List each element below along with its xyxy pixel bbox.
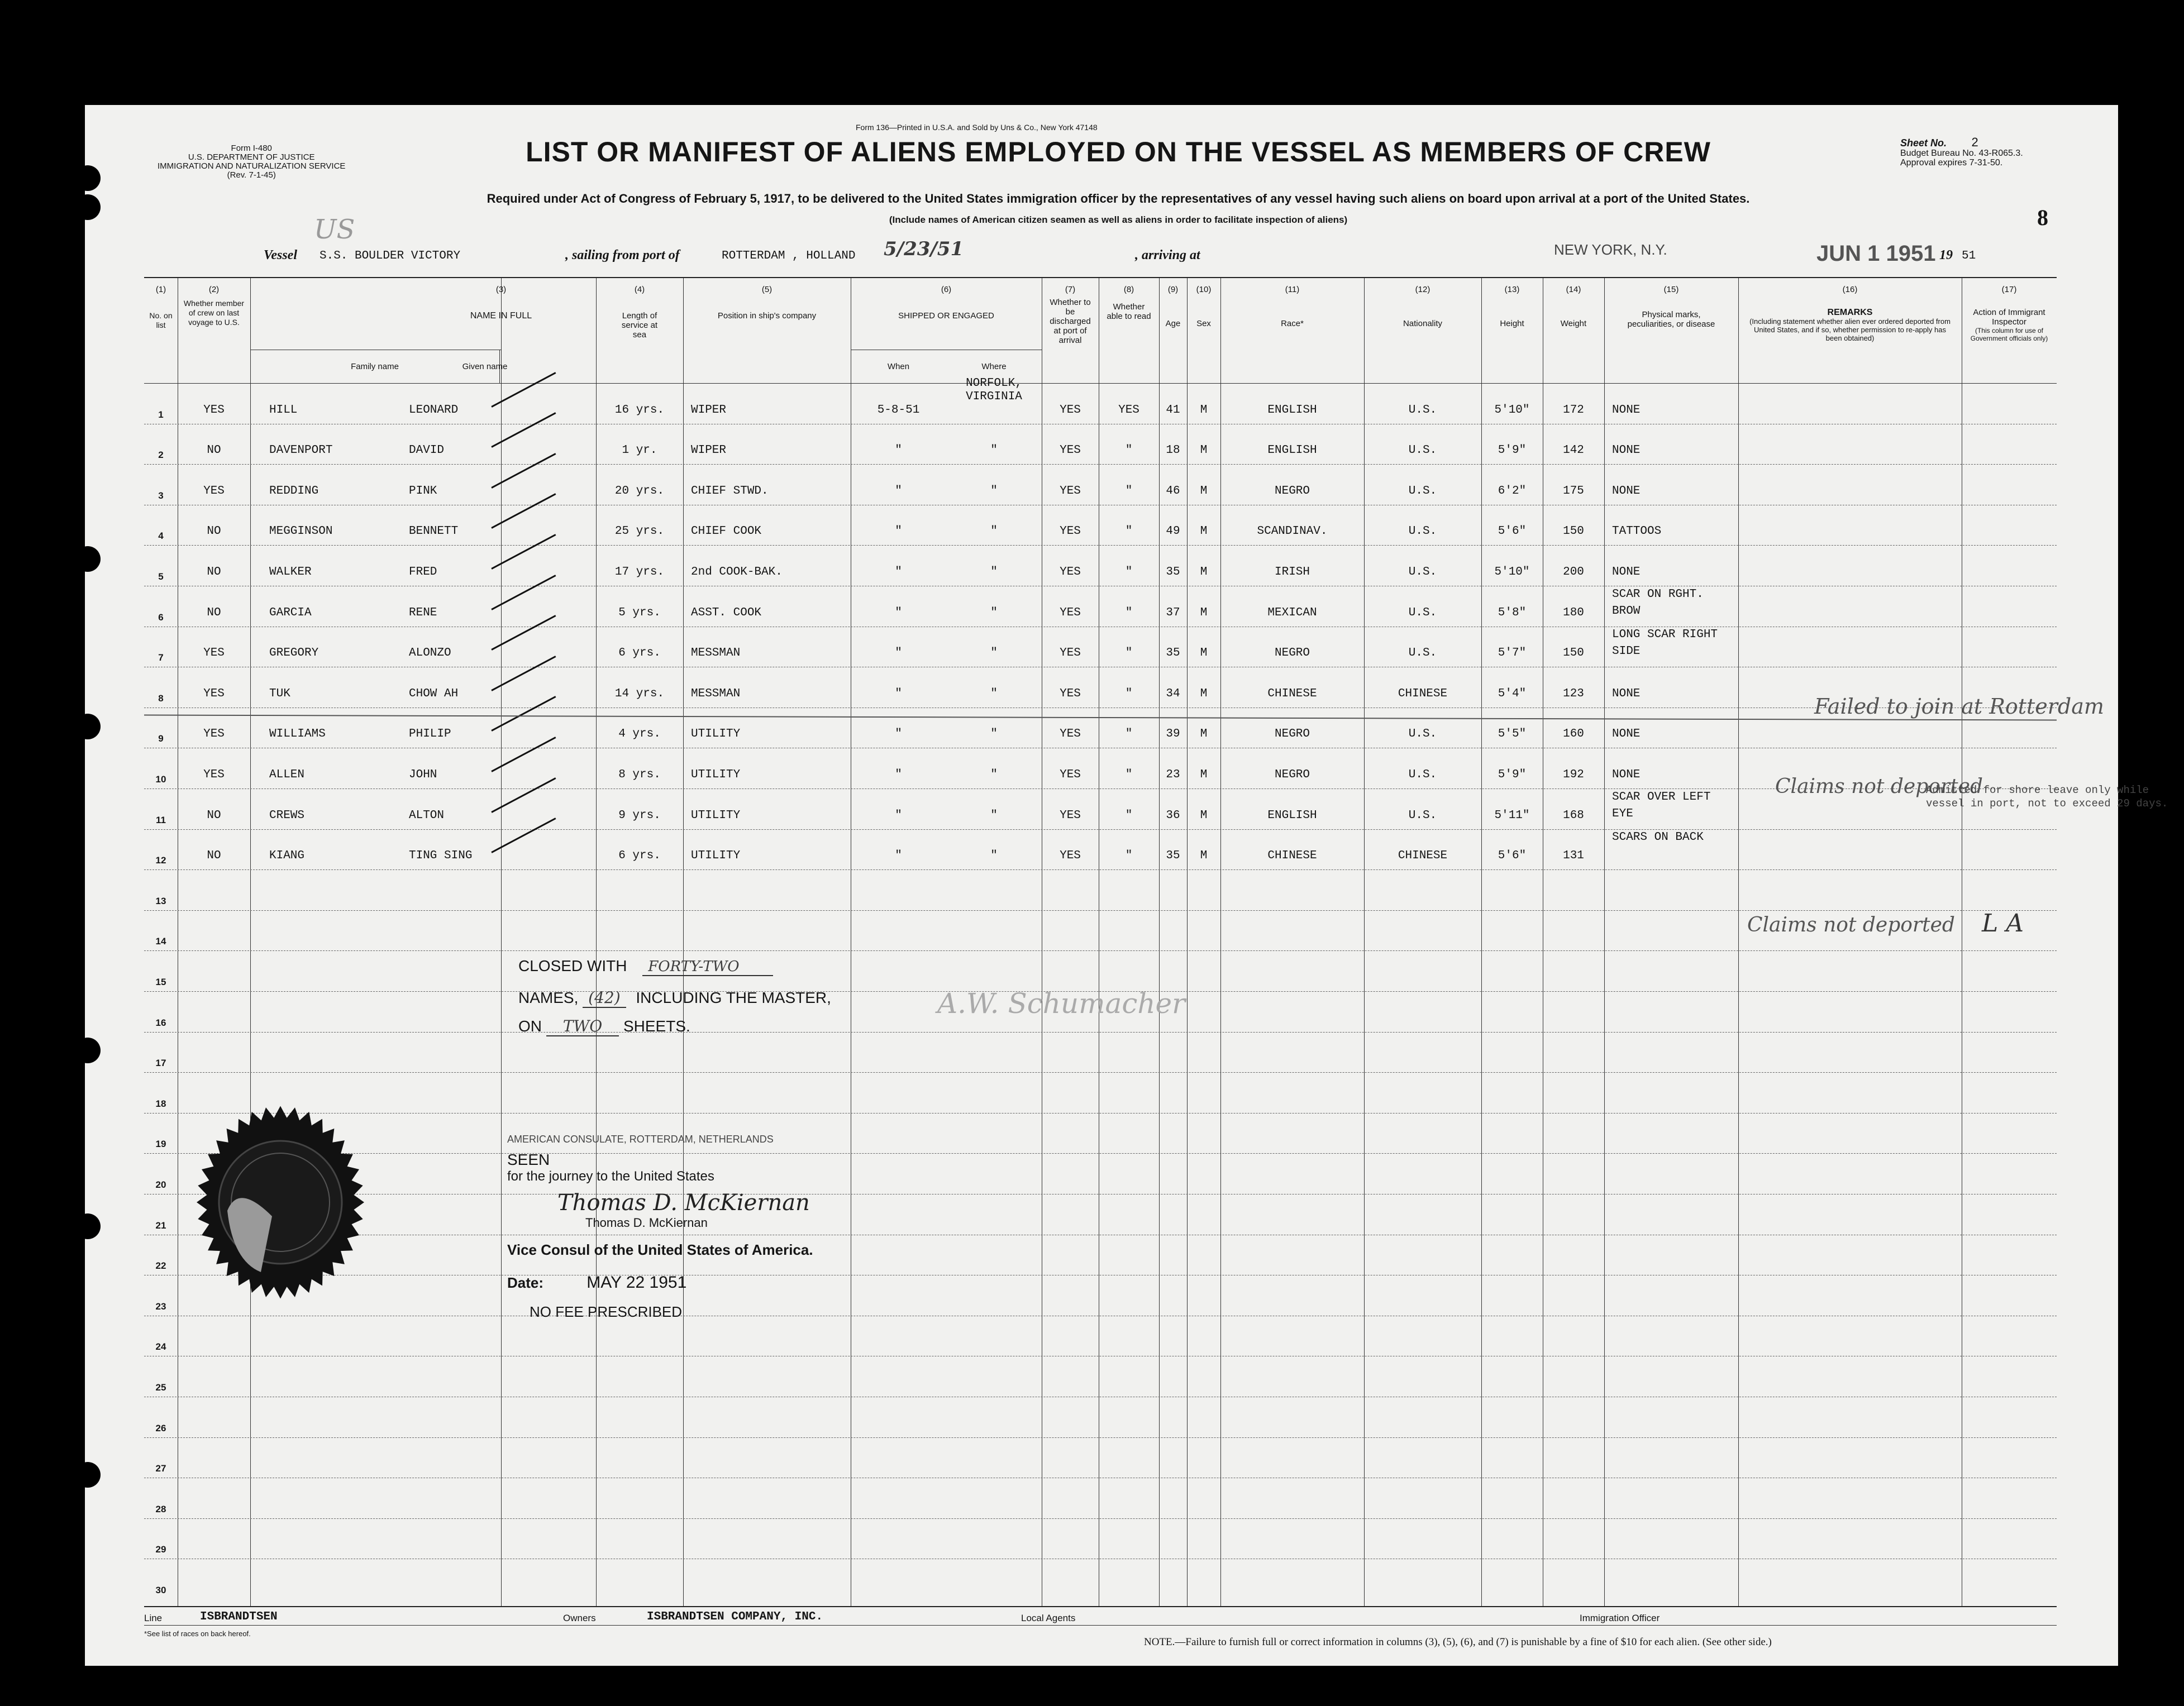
row-number: 7	[158, 652, 164, 663]
col-header-12: (12) Nationality	[1403, 285, 1443, 328]
crew-nationality: CHINESE	[1398, 687, 1448, 700]
crew-nationality: U.S.	[1408, 768, 1437, 781]
crew-marks: NONE	[1612, 484, 1641, 498]
crew-where: "	[990, 444, 998, 457]
crew-read: "	[1125, 809, 1133, 822]
crew-last: NO	[207, 566, 221, 579]
crew-read: "	[1125, 566, 1133, 579]
consular-seal	[194, 1105, 367, 1306]
crew-family: TUK	[269, 687, 290, 700]
crew-service: 14 yrs.	[614, 687, 665, 700]
crew-service: 9 yrs.	[618, 809, 661, 822]
crew-weight: 180	[1563, 606, 1584, 619]
crew-marks: SCARS ON BACK	[1612, 831, 1704, 844]
crew-sex: M	[1200, 444, 1208, 457]
punch-hole	[75, 1462, 101, 1488]
crew-marks: LONG SCAR RIGHT SIDE	[1612, 628, 1718, 658]
crew-marks: NONE	[1612, 728, 1641, 741]
punch-hole	[75, 165, 101, 191]
row-number: 11	[156, 814, 166, 825]
year-value: 51	[1962, 250, 1976, 262]
crew-height: 6'2"	[1498, 484, 1527, 498]
punch-hole	[75, 1213, 101, 1239]
crew-age: 49	[1166, 525, 1180, 538]
crew-weight: 150	[1563, 647, 1584, 660]
crew-given: TING SING	[409, 849, 473, 863]
crew-nationality: U.S.	[1408, 809, 1437, 822]
row-number: 16	[155, 1017, 166, 1028]
crew-family: GREGORY	[269, 647, 319, 660]
closing-statement: CLOSED WITH FORTY-TWO NAMES, (42) INCLUDING THE MASTER, ON TWO SHEETS.	[518, 957, 831, 1035]
crew-position: ASST. COOK	[691, 606, 762, 619]
strike-through-line	[144, 715, 2057, 721]
crew-service: 16 yrs.	[614, 403, 665, 417]
crew-service: 17 yrs.	[614, 566, 665, 579]
crew-nationality: U.S.	[1408, 444, 1437, 457]
crew-discharged: YES	[1060, 647, 1081, 660]
row-number: 18	[155, 1098, 166, 1109]
vessel-label: Vessel	[264, 248, 297, 262]
row-number: 8	[158, 692, 164, 704]
crew-where: "	[990, 647, 998, 660]
crew-last: YES	[203, 728, 225, 741]
row-number: 22	[155, 1260, 166, 1272]
row-number: 4	[158, 531, 164, 542]
crew-family: MEGGINSON	[269, 525, 333, 538]
col-header-5: (5) Position in ship's company	[717, 285, 817, 321]
crew-position: CHIEF COOK	[691, 525, 762, 538]
crew-discharged: YES	[1060, 849, 1081, 863]
crew-sex: M	[1200, 566, 1208, 579]
col-sub-given: Given name	[462, 362, 508, 371]
col-header-4: (4) Length of service at sea	[621, 285, 658, 340]
crew-discharged: YES	[1060, 687, 1081, 700]
crew-marks: NONE	[1612, 687, 1641, 700]
crew-weight: 168	[1563, 809, 1584, 822]
crew-family: ALLEN	[269, 768, 305, 781]
printer-line: Form 136—Printed in U.S.A. and Sold by Uns & Co., New York 47148	[856, 123, 1098, 132]
col-header-15: (15) Physical marks, peculiarities, or disease	[1627, 285, 1715, 329]
crew-race: IRISH	[1274, 566, 1310, 579]
arrival-date-stamp: JUN 1 1951	[1816, 241, 1936, 266]
crew-marks: NONE	[1612, 403, 1641, 417]
crew-race: SCANDINAV.	[1257, 525, 1328, 538]
crew-weight: 200	[1563, 566, 1584, 579]
remark-row-6: Failed to join at Rotterdam	[1814, 694, 2104, 719]
sailing-label: , sailing from port of	[565, 248, 680, 262]
crew-discharged: YES	[1060, 606, 1081, 619]
col-header-3: (3) NAME IN FULL	[470, 285, 532, 321]
crew-where: "	[990, 525, 998, 538]
crew-when: "	[895, 728, 902, 741]
row-number: 14	[155, 936, 166, 947]
departure-port: ROTTERDAM , HOLLAND	[722, 250, 856, 262]
crew-race: CHINESE	[1267, 687, 1317, 700]
crew-last: NO	[207, 809, 221, 822]
crew-height: 5'6"	[1498, 525, 1527, 538]
crew-discharged: YES	[1060, 403, 1081, 417]
row-divider	[144, 910, 2057, 911]
manifest-page	[85, 105, 2168, 1666]
crew-when: "	[895, 849, 902, 863]
arrival-port: NEW YORK, N.Y.	[1554, 241, 1667, 258]
crew-sex: M	[1200, 525, 1208, 538]
crew-read: "	[1125, 647, 1133, 660]
crew-where: "	[990, 566, 998, 579]
crew-age: 35	[1166, 647, 1180, 660]
row-divider	[144, 1437, 2057, 1438]
crew-weight: 142	[1563, 444, 1584, 457]
crew-race: NEGRO	[1274, 484, 1310, 498]
row-number: 5	[158, 571, 164, 582]
crew-marks: SCAR ON RGHT. BROW	[1612, 587, 1704, 618]
sheet-info: Sheet No. 2 Budget Bureau No. 43-R065.3. Approval expires 7-31-50.	[1900, 135, 2023, 168]
crew-nationality: U.S.	[1408, 606, 1437, 619]
crew-position: CHIEF STWD.	[691, 484, 769, 498]
crew-nationality: U.S.	[1408, 525, 1437, 538]
crew-age: 23	[1166, 768, 1180, 781]
crew-given: BENNETT	[409, 525, 459, 538]
crew-where: "	[990, 809, 998, 822]
col-header-8: (8) Whether able to read	[1107, 285, 1151, 321]
crew-race: ENGLISH	[1267, 444, 1317, 457]
crew-race: NEGRO	[1274, 647, 1310, 660]
crew-given: PHILIP	[409, 728, 451, 741]
crew-sex: M	[1200, 809, 1208, 822]
crew-last: YES	[203, 484, 225, 498]
crew-where: "	[990, 849, 998, 863]
crew-height: 5'8"	[1498, 606, 1527, 619]
row-divider	[144, 950, 2057, 951]
crew-sex: M	[1200, 687, 1208, 700]
crew-sex: M	[1200, 606, 1208, 619]
punch-hole	[75, 546, 101, 572]
crew-discharged: YES	[1060, 444, 1081, 457]
row-number: 28	[155, 1503, 166, 1514]
crew-sex: M	[1200, 647, 1208, 660]
crew-height: 5'4"	[1498, 687, 1527, 700]
col-sub-where: Where	[981, 362, 1007, 371]
crew-given: JOHN	[409, 768, 437, 781]
col-header-16: (16) REMARKS (Including statement whether alien ever ordered deported from United States, and if so, whether permission to re-apply has been obtained)	[1749, 285, 1951, 342]
punch-hole	[75, 1038, 101, 1063]
row-number: 10	[155, 774, 166, 785]
remark-row-8: Claims not deported	[1775, 775, 1983, 798]
row-number: 23	[155, 1301, 166, 1312]
crew-height: 5'11"	[1494, 809, 1530, 822]
row-divider	[144, 1072, 2057, 1073]
crew-when: "	[895, 525, 902, 538]
crew-sex: M	[1200, 849, 1208, 863]
row-number: 24	[155, 1341, 166, 1353]
crew-height: 5'10"	[1494, 403, 1530, 417]
crew-marks: SCAR OVER LEFT EYE	[1612, 790, 1711, 820]
row-number: 2	[158, 450, 164, 461]
crew-when: "	[895, 809, 902, 822]
action-row-8: Admitted for shore leave only while vessel in port, not to exceed 29 days.	[1926, 784, 2168, 810]
crew-position: UTILITY	[691, 728, 741, 741]
crew-age: 36	[1166, 809, 1180, 822]
crew-marks: TATTOOS	[1612, 525, 1662, 538]
crew-position: 2nd COOK-BAK.	[691, 566, 783, 579]
crew-family: WALKER	[269, 566, 312, 579]
crew-discharged: YES	[1060, 525, 1081, 538]
crew-read: "	[1125, 444, 1133, 457]
row-number: 1	[158, 409, 164, 420]
crew-age: 18	[1166, 444, 1180, 457]
row-number: 19	[155, 1139, 166, 1150]
crew-service: 25 yrs.	[614, 525, 665, 538]
crew-height: 5'9"	[1498, 444, 1527, 457]
crew-race: NEGRO	[1274, 728, 1310, 741]
crew-last: NO	[207, 444, 221, 457]
crew-service: 5 yrs.	[618, 606, 661, 619]
crew-when: "	[895, 444, 902, 457]
crew-given: PINK	[409, 484, 437, 498]
crew-sex: M	[1200, 484, 1208, 498]
action-row-12: L A	[1982, 909, 2024, 938]
crew-given: RENE	[409, 606, 437, 619]
crew-read: "	[1125, 849, 1133, 863]
col-header-14: (14) Weight	[1560, 285, 1587, 328]
crew-age: 37	[1166, 606, 1180, 619]
crew-last: YES	[203, 403, 225, 417]
consulate-endorsement: AMERICAN CONSULATE, ROTTERDAM, NETHERLANDS SEEN for the journey to the United States Thomas D. McKiernan Thomas D. McKiernan Vice Consul of the United States of America. Date: MAY 22 1951 NO FEE PRESCRIBED	[507, 1134, 813, 1320]
crew-sex: M	[1200, 768, 1208, 781]
row-divider	[144, 1113, 2057, 1114]
crew-position: UTILITY	[691, 768, 741, 781]
crew-height: 5'9"	[1498, 768, 1527, 781]
row-number: 26	[155, 1422, 166, 1433]
crew-given: CHOW AH	[409, 687, 459, 700]
col-header-1: (1) No. on list	[149, 285, 173, 329]
crew-read: YES	[1118, 403, 1139, 417]
crew-family: CREWS	[269, 809, 305, 822]
crew-service: 4 yrs.	[618, 728, 661, 741]
crew-when: "	[895, 687, 902, 700]
page-mark: 8	[2037, 205, 2048, 230]
form-identifier: Form I-480 U.S. DEPARTMENT OF JUSTICE IMMIGRATION AND NATURALIZATION SERVICE (Rev. 7-1-45)	[158, 144, 346, 180]
row-number: 25	[155, 1382, 166, 1393]
row-number: 20	[155, 1179, 166, 1190]
crew-weight: 172	[1563, 403, 1584, 417]
row-number: 3	[158, 490, 164, 501]
remark-row-12: Claims not deported	[1747, 914, 1955, 936]
crew-age: 34	[1166, 687, 1180, 700]
crew-last: NO	[207, 606, 221, 619]
crew-discharged: YES	[1060, 809, 1081, 822]
crew-height: 5'7"	[1498, 647, 1527, 660]
requirement-text: Required under Act of Congress of February 5, 1917, to be delivered to the United States immigration officer by the representatives of any vessel having such aliens on board upon arrival at a port of the United States.	[487, 192, 1750, 206]
crew-family: WILLIAMS	[269, 728, 326, 741]
row-number: 12	[155, 855, 166, 866]
inspector-signature: A.W. Schumacher	[937, 987, 1186, 1020]
crew-position: UTILITY	[691, 809, 741, 822]
crew-marks: NONE	[1612, 768, 1641, 781]
crew-where: "	[990, 728, 998, 741]
crew-service: 1 yr.	[622, 444, 657, 457]
crew-discharged: YES	[1060, 728, 1081, 741]
crew-marks: NONE	[1612, 566, 1641, 579]
crew-race: ENGLISH	[1267, 809, 1317, 822]
crew-read: "	[1125, 768, 1133, 781]
crew-table	[144, 277, 2168, 1607]
crew-nationality: U.S.	[1408, 647, 1437, 660]
crew-race: ENGLISH	[1267, 403, 1317, 417]
crew-position: WIPER	[691, 403, 727, 417]
crew-given: DAVID	[409, 444, 445, 457]
crew-read: "	[1125, 606, 1133, 619]
year-label: 19	[1939, 248, 1953, 262]
col-header-7: (7) Whether to be discharged at port of arrival	[1050, 285, 1091, 345]
crew-position: UTILITY	[691, 849, 741, 863]
crew-weight: 131	[1563, 849, 1584, 863]
crew-position: MESSMAN	[691, 687, 741, 700]
crew-nationality: U.S.	[1408, 566, 1437, 579]
crew-height: 5'6"	[1498, 849, 1527, 863]
crew-when: "	[895, 606, 902, 619]
row-divider	[144, 829, 2057, 830]
crew-service: 20 yrs.	[614, 484, 665, 498]
crew-age: 39	[1166, 728, 1180, 741]
crew-where: "	[990, 768, 998, 781]
crew-given: FRED	[409, 566, 437, 579]
crew-last: NO	[207, 849, 221, 863]
crew-position: WIPER	[691, 444, 727, 457]
col-header-9: (9) Age	[1165, 285, 1181, 328]
crew-read: "	[1125, 525, 1133, 538]
include-note: (Include names of American citizen seamen as well as aliens in order to facilitate inspection of aliens)	[889, 214, 1348, 225]
crew-age: 35	[1166, 566, 1180, 579]
crew-service: 6 yrs.	[618, 849, 661, 863]
row-number: 17	[155, 1058, 166, 1069]
col-sub-when: When	[887, 362, 910, 371]
crew-where: "	[990, 606, 998, 619]
col-header-17: (17) Action of Immigrant Inspector (This column for use of Government officials only)	[1970, 285, 2048, 342]
crew-race: MEXICAN	[1267, 606, 1317, 619]
punch-hole	[75, 714, 101, 739]
voyage-line	[264, 238, 2023, 266]
crew-service: 6 yrs.	[618, 647, 661, 660]
row-number: 6	[158, 611, 164, 623]
crew-last: YES	[203, 687, 225, 700]
crew-last: YES	[203, 768, 225, 781]
crew-when: "	[895, 566, 902, 579]
crew-read: "	[1125, 687, 1133, 700]
crew-service: 8 yrs.	[618, 768, 661, 781]
crew-when: "	[895, 484, 902, 498]
crew-height: 5'5"	[1498, 728, 1527, 741]
row-divider	[144, 869, 2057, 870]
crew-family: HILL	[269, 403, 298, 417]
row-number: 9	[158, 733, 164, 744]
row-number: 30	[155, 1585, 166, 1595]
crew-position: MESSMAN	[691, 647, 741, 660]
crew-nationality: CHINESE	[1398, 849, 1448, 863]
arriving-label: , arriving at	[1135, 248, 1200, 262]
row-number: 15	[155, 977, 166, 987]
crew-read: "	[1125, 728, 1133, 741]
crew-family: REDDING	[269, 484, 319, 498]
col-header-11: (11) Race*	[1281, 285, 1304, 328]
vessel-name: S.S. BOULDER VICTORY	[320, 250, 461, 262]
page-title: LIST OR MANIFEST OF ALIENS EMPLOYED ON THE VESSEL AS MEMBERS OF CREW	[526, 136, 1711, 168]
crew-age: 35	[1166, 849, 1180, 863]
row-number: 29	[155, 1544, 166, 1555]
col-sub-family: Family name	[351, 362, 399, 371]
crew-given: ALONZO	[409, 647, 451, 660]
crew-weight: 175	[1563, 484, 1584, 498]
crew-age: 46	[1166, 484, 1180, 498]
crew-where: "	[990, 484, 998, 498]
crew-discharged: YES	[1060, 768, 1081, 781]
row-divider	[144, 464, 2057, 465]
crew-family: KIANG	[269, 849, 305, 863]
crew-race: NEGRO	[1274, 768, 1310, 781]
crew-discharged: YES	[1060, 566, 1081, 579]
crew-nationality: U.S.	[1408, 484, 1437, 498]
punch-hole	[75, 194, 101, 220]
row-divider	[144, 545, 2057, 546]
crew-given: ALTON	[409, 809, 445, 822]
col-header-6: (6) SHIPPED OR ENGAGED	[898, 285, 994, 321]
crew-when: "	[895, 647, 902, 660]
crew-nationality: U.S.	[1408, 403, 1437, 417]
col-header-13: (13) Height	[1500, 285, 1524, 328]
crew-discharged: YES	[1060, 484, 1081, 498]
handwritten-us: US	[314, 214, 355, 245]
row-number: 13	[155, 895, 166, 906]
crew-race: CHINESE	[1267, 849, 1317, 863]
crew-last: NO	[207, 525, 221, 538]
handwritten-date: 5/23/51	[884, 238, 964, 260]
row-divider	[144, 1032, 2057, 1033]
col-header-10: (10) Sex	[1196, 285, 1212, 328]
row-number: 27	[155, 1463, 166, 1474]
crew-read: "	[1125, 484, 1133, 498]
row-number: 21	[155, 1220, 166, 1231]
row-divider	[144, 1153, 2057, 1154]
crew-weight: 160	[1563, 728, 1584, 741]
row-divider	[144, 1518, 2057, 1519]
crew-where: "	[990, 687, 998, 700]
crew-when: 5-8-51	[877, 403, 920, 417]
crew-age: 41	[1166, 403, 1180, 417]
footer: Line ISBRANDTSEN Owners ISBRANDTSEN COMPANY, INC. Local Agents Immigration Officer *See list of races on back hereof. NOTE.—Failure to furnish full or correct information in columns (3), (5), (6), and (7) is punishable by a fine of $10 for each alien. (See other side.)	[144, 1613, 2057, 1657]
crew-when: "	[895, 768, 902, 781]
col-header-2: (2) Whether member of crew on last voyage to U.S.	[183, 285, 245, 327]
crew-weight: 123	[1563, 687, 1584, 700]
crew-nationality: U.S.	[1408, 728, 1437, 741]
crew-family: GARCIA	[269, 606, 312, 619]
crew-sex: M	[1200, 728, 1208, 741]
crew-weight: 192	[1563, 768, 1584, 781]
crew-where: NORFOLK, VIRGINIA	[966, 376, 1022, 403]
crew-weight: 150	[1563, 525, 1584, 538]
crew-last: YES	[203, 647, 225, 660]
crew-family: DAVENPORT	[269, 444, 333, 457]
crew-height: 5'10"	[1494, 566, 1530, 579]
crew-sex: M	[1200, 403, 1208, 417]
crew-given: LEONARD	[409, 403, 459, 417]
crew-marks: NONE	[1612, 444, 1641, 457]
